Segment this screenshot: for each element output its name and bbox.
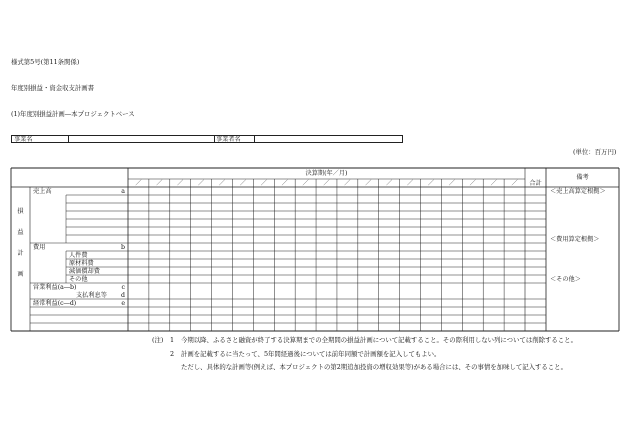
form-number: 様式第5号(第11条関係) [11,58,80,66]
notes-label: (注) [152,336,164,344]
period-slash: ／ [511,180,518,187]
period-slash: ／ [177,180,184,187]
note-1: 今期以降、ふるさと融資が終了する決算期までの全期間の損益計画について記載すること。その際利用しない列については削除すること。 [181,336,577,344]
unit-label: (単位：百万円) [573,148,617,156]
period-slash: ／ [323,180,330,187]
period-slash: ／ [156,180,163,187]
row-sales: 売上高 [33,187,52,195]
period-slash: ／ [406,180,414,187]
period-slash: ／ [427,180,435,187]
period-slash: ／ [448,180,455,187]
row-interest-letter: d [121,291,125,299]
row-other: その他 [69,275,88,283]
period-slash: ／ [344,180,351,187]
document-title: 年度別損益・資金収支計画書 [11,84,95,92]
remarks-cost-basis: ＜費用算定根拠＞ [550,235,600,243]
period-slash: ／ [198,180,205,187]
business-name-label: 事業名 [12,136,69,142]
period-slash: ／ [365,180,372,187]
row-operating-profit: 営業利益(a―b) [33,283,77,291]
period-slash: ／ [469,180,476,187]
total-header: 合計 [529,180,542,187]
category-char: 益 [17,229,24,236]
period-slash: ／ [135,180,142,187]
row-ordinary-letter: e [121,299,125,307]
remarks-sales-basis: ＜売上高算定根拠＞ [550,187,606,195]
period-slash: ／ [239,180,247,187]
remarks-header: 備考 [576,174,589,181]
row-ordinary-profit: 経常利益(c―d) [33,299,77,307]
row-personnel: 人件費 [69,251,88,259]
note-3: ただし、具体的な計画等(例えば、本プロジェクトの第2期追加投資の増収効果等)がある場合には、その事情を加味して記入すること。 [181,363,567,371]
settlement-period-header: 決算期(年／月) [305,170,348,177]
row-costs: 費用 [33,243,46,251]
row-sales-letter: a [121,187,125,195]
row-materials: 原材料費 [69,259,94,267]
note-2-number: 2 [170,350,175,358]
period-slash: ／ [302,180,309,187]
operator-name-label: 事業者名 [214,136,255,142]
row-operating-letter: c [121,283,125,291]
row-costs-letter: b [121,243,125,251]
period-slash: ／ [218,180,226,187]
note-2: 計画を記載するに当たって、5年間経過後については前年同額で計画額を記入してもよい。 [181,350,441,358]
category-char: 計 [17,250,24,257]
note-1-number: 1 [170,336,175,344]
period-slash: ／ [281,180,288,187]
category-char: 損 [17,208,24,215]
period-slash: ／ [260,180,267,187]
remarks-other: ＜その他＞ [550,275,581,283]
row-interest: 支払利息等 [76,291,107,299]
row-depreciation: 減価償却費 [69,267,100,275]
period-slash: ／ [386,180,393,187]
section-title: (1)年度別損益計画―本プロジェクトベース [11,110,135,118]
category-char: 画 [17,271,24,278]
period-slash: ／ [490,180,497,187]
